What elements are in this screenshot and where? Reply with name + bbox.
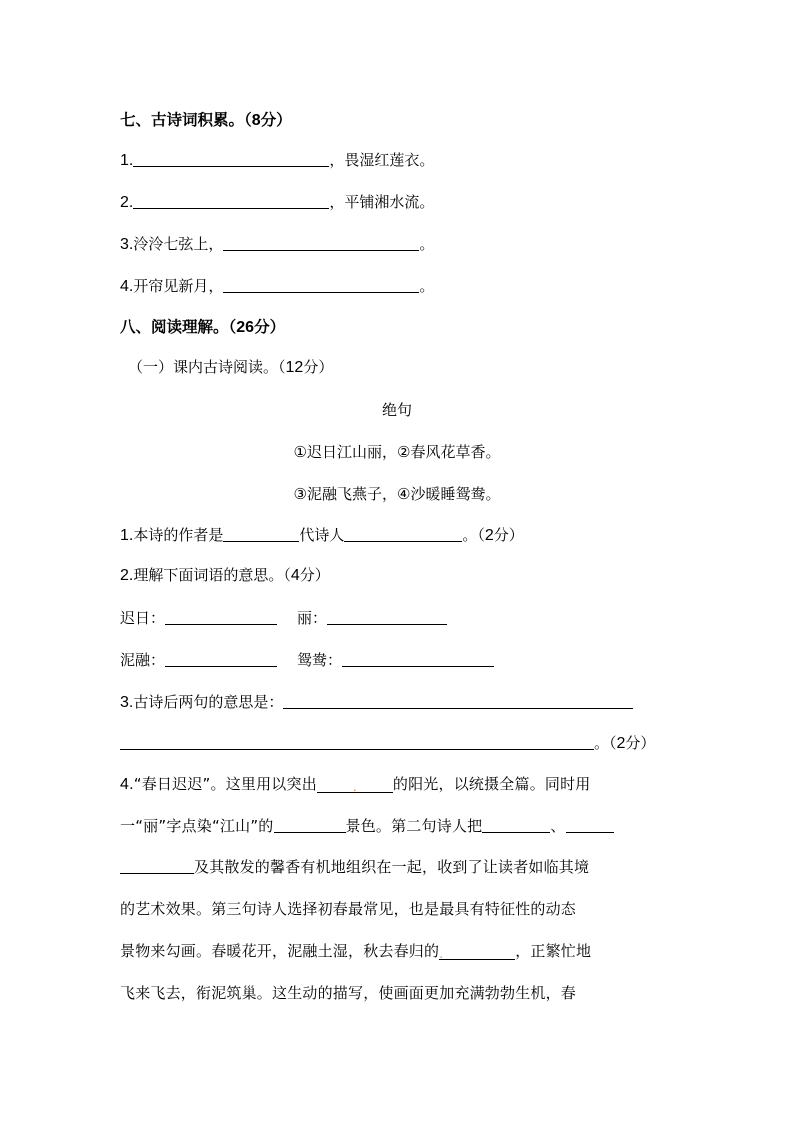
question-text: 景色。第二句诗人把 <box>345 817 483 835</box>
question-4-line-6: 飞来飞去，衔泥筑巢。这生动的描写，使画面更加充满勃勃生机，春 <box>120 984 577 1002</box>
question-4-line-1 <box>120 772 674 796</box>
term-blank[interactable] <box>342 648 494 667</box>
question-3-continued <box>120 731 655 755</box>
question-number: 2. <box>120 567 134 584</box>
term-label: 鸳鸯： <box>297 651 343 669</box>
section-8-heading <box>120 315 285 339</box>
poet-blank[interactable] <box>344 523 462 542</box>
subheading-end: 分） <box>303 358 334 376</box>
question-number: 1. <box>120 527 134 544</box>
question-text: 的阳光，以统摄全篇。同时用 <box>392 775 591 793</box>
question-4-line-5 <box>120 939 674 963</box>
question-2 <box>120 563 330 587</box>
question-points: 2 <box>484 527 494 544</box>
heading-end: 分） <box>254 318 286 336</box>
question-text: 景物来勾画。春暖花开，泥融土湿，秋去春归的 <box>120 942 440 960</box>
answer-blank[interactable] <box>223 274 419 293</box>
term-blank[interactable] <box>165 606 277 625</box>
heading-points: 8 <box>251 112 261 129</box>
question-text: 分） <box>299 566 330 584</box>
answer-blank[interactable] <box>223 232 419 251</box>
question-text: 古诗后两句的意思是： <box>133 693 284 711</box>
heading-text: 七、古诗词积累。（ <box>120 111 252 129</box>
question-4-line-4: 的艺术效果。第三句诗人选择初春最常见，也是最具有特征性的动态 <box>120 900 577 918</box>
question-text: “春日迟迟”。这里用以突出 <box>133 775 317 793</box>
question-number: 4. <box>120 776 134 793</box>
heading-points: 26 <box>236 319 255 336</box>
item-end: 。 <box>419 277 435 295</box>
mark-dot: . <box>439 947 444 961</box>
poem-title: 绝句 <box>381 401 412 419</box>
answer-blank[interactable] <box>439 941 515 960</box>
question-text: 一“丽”字点染“江山”的 <box>120 817 274 835</box>
answer-blank[interactable] <box>120 855 194 874</box>
question-1 <box>120 523 524 547</box>
question-text: 。（ <box>594 734 617 752</box>
item-text: 开帘见新月， <box>133 277 224 295</box>
mark-dot: . <box>352 780 357 794</box>
term-label: 迟日： <box>120 609 166 627</box>
term-blank[interactable] <box>327 606 447 625</box>
section-7-heading <box>120 108 292 132</box>
question-number: 3. <box>120 694 134 711</box>
question-text: 代诗人 <box>299 526 345 544</box>
question-points: 4 <box>290 567 300 584</box>
question-text: 理解下面词语的意思。（ <box>133 566 291 584</box>
item-text: ，平铺湘水流。 <box>329 193 435 211</box>
item-number: 2. <box>120 194 134 211</box>
term-row-1 <box>120 606 447 630</box>
item-text: 泠泠七弦上， <box>133 235 224 253</box>
item-number: 1. <box>120 152 134 169</box>
heading-text: 八、阅读理解。（ <box>120 318 237 336</box>
answer-blank[interactable] <box>133 190 329 209</box>
question-text: ，正繁忙地 <box>515 942 592 960</box>
item-end: 。 <box>419 235 435 253</box>
answer-blank[interactable] <box>133 148 329 167</box>
answer-blank[interactable] <box>274 814 346 833</box>
answer-blank[interactable] <box>283 690 633 709</box>
subheading-text: （一）课内古诗阅读。（ <box>128 358 286 376</box>
term-label: 泥融： <box>120 651 166 669</box>
question-4-line-3 <box>120 855 674 879</box>
answer-blank[interactable] <box>566 814 614 833</box>
term-label: 丽： <box>297 609 328 627</box>
question-3 <box>120 690 633 714</box>
poem-fill-item-3 <box>120 232 434 256</box>
question-text: 分） <box>493 526 524 544</box>
question-text: 本诗的作者是 <box>133 526 224 544</box>
question-points: 2 <box>616 735 626 752</box>
answer-blank[interactable] <box>317 774 393 793</box>
poem-fill-item-1 <box>120 148 434 172</box>
heading-end: 分） <box>260 111 292 129</box>
question-4-line-2 <box>120 814 674 838</box>
item-number: 3. <box>120 236 134 253</box>
dynasty-blank[interactable] <box>223 523 299 542</box>
poem-fill-item-2 <box>120 190 434 214</box>
item-number: 4. <box>120 278 134 295</box>
poem-line-2: ③泥融飞燕子，④沙暖睡鸳鸯。 <box>293 485 501 503</box>
poem-line-1: ①迟日江山丽，②春风花草香。 <box>293 443 501 461</box>
item-text: ，畏湿红莲衣。 <box>329 151 435 169</box>
term-blank[interactable] <box>165 648 277 667</box>
question-text: 、 <box>550 817 566 835</box>
answer-blank[interactable] <box>120 731 594 750</box>
poem-fill-item-4 <box>120 274 434 298</box>
subheading-points: 12 <box>285 359 304 376</box>
term-row-2 <box>120 648 494 672</box>
answer-blank[interactable] <box>482 814 550 833</box>
question-text: 。（ <box>462 526 485 544</box>
subsection-1-heading <box>128 355 333 379</box>
question-text: 分） <box>625 734 656 752</box>
question-text: 及其散发的馨香有机地组织在一起，收到了让读者如临其境 <box>194 858 590 876</box>
